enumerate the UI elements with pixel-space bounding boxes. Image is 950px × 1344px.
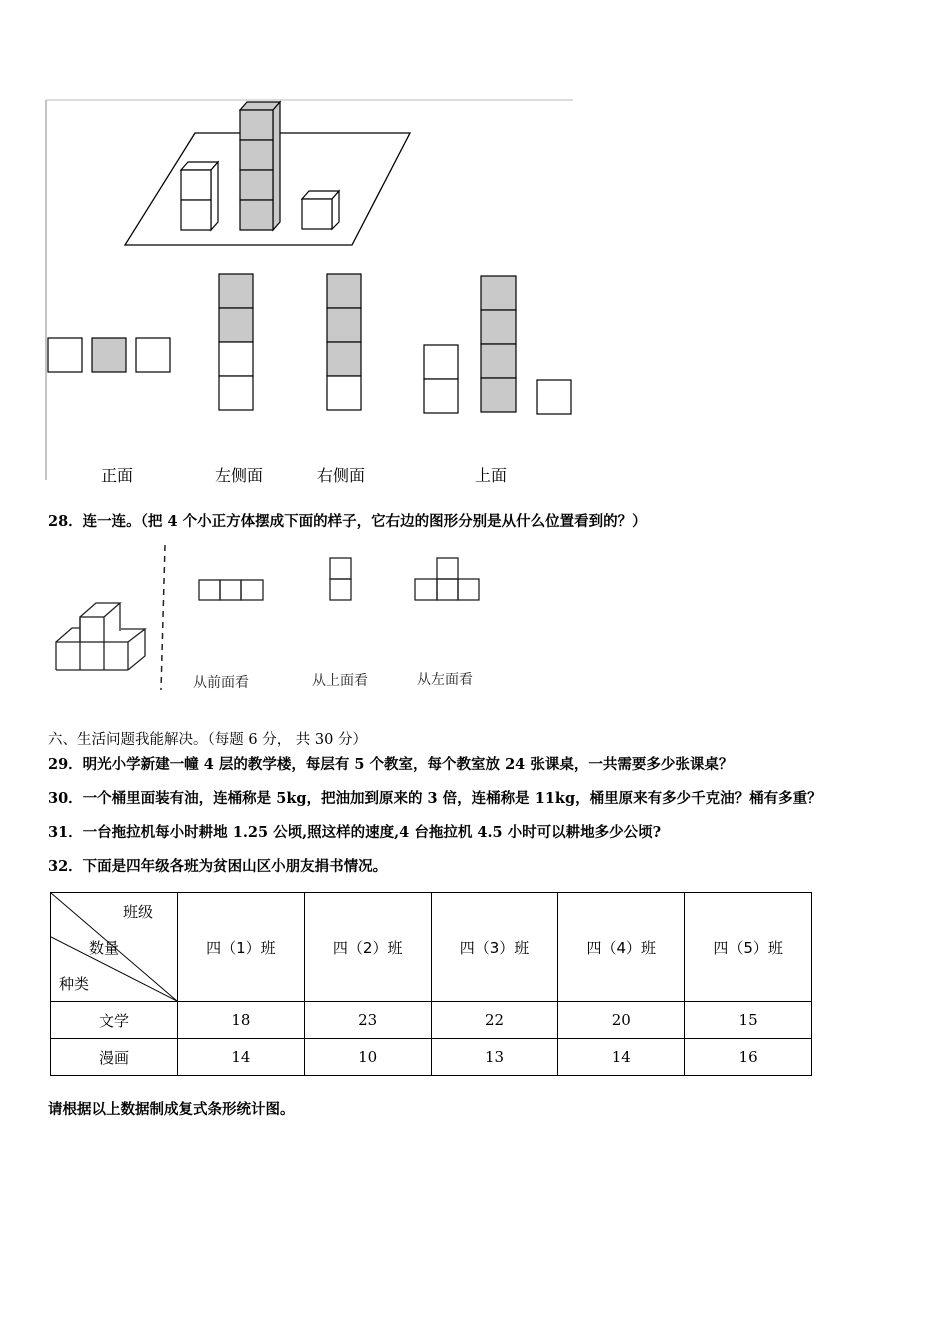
table-cell: 10	[304, 1039, 431, 1076]
cube-model-drawing	[56, 603, 145, 670]
row-label: 文学	[51, 1002, 178, 1039]
table-cell: 14	[178, 1039, 305, 1076]
cube-views-figure	[40, 95, 580, 490]
corner-label-category: 种类	[59, 975, 90, 993]
label-top: 上面	[475, 466, 508, 485]
section-6-title: 六、生活问题我能解决。（每题 6 分， 共 30 分）	[48, 732, 367, 748]
table-row	[51, 1002, 812, 1039]
corner-label-class: 班级	[123, 903, 154, 921]
table-cell: 16	[685, 1039, 812, 1076]
question-29: 29．明光小学新建一幢 4 层的教学楼，每层有 5 个教室，每个教室放 24 张课桌，一共需要多少张课桌？	[48, 756, 734, 773]
view-label-front: 从前面看	[193, 675, 249, 691]
question-30: 30．一个桶里面装有油，连桶称是 5kg，把油加到原来的 3 倍，连桶称是 11kg，桶里原来有多少千克油？桶有多重？	[48, 790, 822, 807]
table-header-row	[51, 893, 812, 1002]
table-cell: 23	[304, 1002, 431, 1039]
chart-instruction: 请根据以上数据制成复式条形统计图。	[48, 1101, 295, 1118]
middle-stack-cubes	[240, 102, 280, 230]
top-view-shape	[424, 276, 571, 414]
question-32: 32．下面是四年级各班为贫困山区小朋友捐书情况。	[48, 858, 388, 875]
column-header: 四（3）班	[431, 893, 558, 1002]
corner-label-quantity: 数量	[89, 939, 120, 957]
table-cell: 14	[558, 1039, 685, 1076]
table-cell: 20	[558, 1002, 685, 1039]
row-label: 漫画	[51, 1039, 178, 1076]
column-header: 四（2）班	[304, 893, 431, 1002]
column-header: 四（5）班	[685, 893, 812, 1002]
dashed-divider	[161, 545, 165, 690]
table-row	[51, 1039, 812, 1076]
view-label-left: 从左面看	[417, 672, 473, 688]
view-shape-top	[330, 558, 351, 600]
right-side-view-shape	[327, 274, 361, 410]
view-shape-left	[415, 558, 479, 600]
view-label-top: 从上面看	[312, 673, 368, 689]
front-view-shape	[48, 338, 170, 372]
column-header: 四（4）班	[558, 893, 685, 1002]
column-header: 四（1）班	[178, 893, 305, 1002]
table-cell: 22	[431, 1002, 558, 1039]
view-shape-front	[199, 580, 263, 600]
left-stack-cubes	[181, 162, 218, 230]
question-31: 31．一台拖拉机每小时耕地 1.25 公顷,照这样的速度,4 台拖拉机 4.5 小时可以耕地多少公顷?	[48, 824, 662, 841]
table-cell: 15	[685, 1002, 812, 1039]
left-side-view-shape	[219, 274, 253, 410]
label-front: 正面	[101, 466, 134, 485]
diagonal-header-cell	[51, 893, 178, 1002]
label-left-side: 左侧面	[215, 466, 264, 485]
question-28: 28．连一连。（把 4 个小正方体摆成下面的样子，它右边的图形分别是从什么位置看到的？）	[48, 513, 647, 530]
right-single-cube	[302, 191, 339, 229]
table-cell: 13	[431, 1039, 558, 1076]
donation-table	[50, 892, 812, 1076]
label-right-side: 右侧面	[317, 466, 366, 485]
table-cell: 18	[178, 1002, 305, 1039]
